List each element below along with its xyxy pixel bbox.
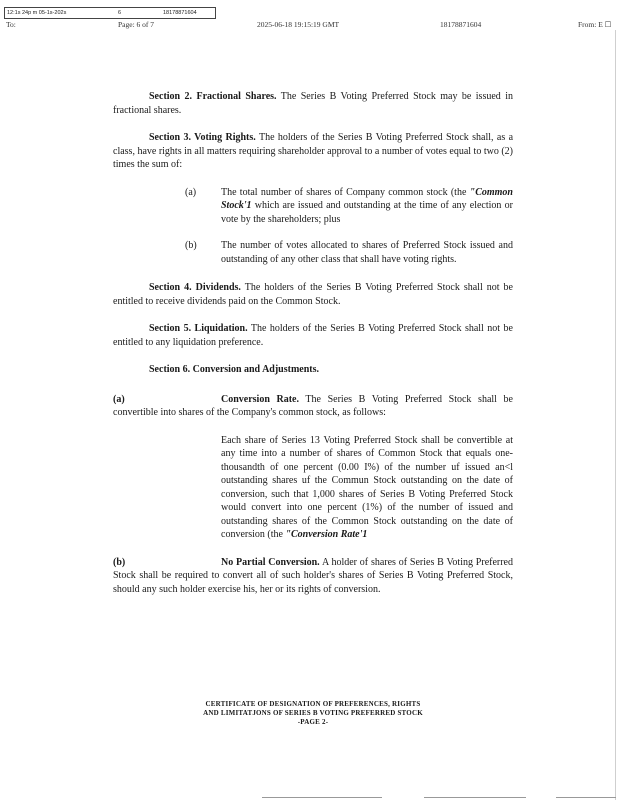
- footer-line-1: CERTIFICATE OF DESIGNATION OF PREFERENCES, RIGHTS: [205, 700, 421, 708]
- section-5: [113, 322, 513, 349]
- section-4: [113, 281, 513, 308]
- fax-timestamp: 2025-06-18 19:15:19 GMT: [257, 20, 340, 29]
- sub-a-body: [113, 394, 513, 419]
- fax-from: From: E ☐: [578, 20, 612, 29]
- fax-to: To:: [6, 20, 16, 29]
- section-3-item-b: [113, 239, 513, 266]
- item-a-defined-term: "Common Stock'1: [221, 186, 513, 211]
- page-footer: [113, 700, 513, 727]
- scan-line-1: [262, 797, 382, 798]
- sub-a-text: The Series B Voting Preferred Stock shall be convertible into shares of the Company's common stock, as follows:: [113, 393, 513, 418]
- document-body: [113, 90, 513, 610]
- item-a-label: (a): [185, 186, 197, 198]
- section-3-text: The holders of the Series B Voting Preferred Stock shall, as a class, have rights in all matters requiring shareholder approval to a number of votes equal to two (2) times the sum of:: [113, 132, 514, 170]
- section-4-text: The holders of the Series B Voting Preferred Stock shall not be entitled to receive dividends paid on the Common Stock.: [113, 282, 513, 307]
- sub-b-body: [113, 557, 513, 595]
- section-5-heading: Section 5. Liquidation.: [149, 323, 248, 334]
- sub-b-heading: No Partial Conversion.: [221, 556, 320, 568]
- section-2-text: The Series B Voting Preferred Stock may be issued in fractional shares.: [113, 91, 513, 116]
- page-edge: [615, 30, 619, 800]
- item-b-text: The number of votes allocated to shares of Preferred Stock issued and outstanding of any other class that shall have voting rights.: [221, 240, 513, 265]
- fax-stamp-time: 12:1s 24p m 05-1s-202s: [7, 10, 67, 16]
- footer-page-number: -PAGE 2-: [297, 718, 329, 726]
- conversion-rate-block: [221, 434, 513, 542]
- conversion-rate-text: Each share of Series 13 Voting Preferred Stock shall be convertible at any time into a number of shares of Common Stock that equals one-thousandth of one percent (0.00 I%) of the number uf issued an<l outstanding shares uf the Commun Stock outstanding on the date of conversion, such that 1,000 shares of Series B Voting Preferred Stock would convert into one percent (1%) of the number of issued and outstanding shares of the Common Stock outstanding on the date of conversion (the: [221, 434, 513, 540]
- fax-stamp-box: [4, 7, 216, 19]
- item-a-text-post: which are issued and outstanding at the time of any election or vote by the shareholders; plus: [221, 200, 513, 225]
- section-6-sub-a: [113, 393, 513, 420]
- section-5-text: The holders of the Series B Voting Preferred Stock shall not be entitled to any liquidation preference.: [113, 323, 513, 348]
- section-3-heading: Section 3. Voting Rights.: [149, 132, 256, 143]
- footer-line-2: AND LIMITATJONS OF SERIES B VOTING PREFERRED STOCK: [203, 709, 423, 717]
- fax-number: 18178871604: [440, 20, 482, 29]
- section-2-heading: Section 2. Fractional Shares.: [149, 91, 277, 102]
- sub-a-heading: Conversion Rate.: [221, 393, 299, 405]
- fax-page: Page: 6 of 7: [118, 20, 155, 29]
- fax-stamp-mark: 6: [118, 10, 122, 16]
- fax-stamp-number: 18178871604: [163, 10, 197, 16]
- sub-a-label: (a): [113, 393, 125, 405]
- section-6-heading: Section 6. Conversion and Adjustments.: [149, 364, 320, 375]
- item-a-text-pre: The total number of shares of Company common stock (the: [221, 186, 470, 198]
- section-6-sub-b: [113, 556, 513, 597]
- section-3: [113, 131, 513, 172]
- scan-line-2: [424, 797, 526, 798]
- conversion-rate-defined-term: "Conversion Rate'1: [285, 529, 368, 540]
- section-6: [113, 363, 513, 377]
- section-3-item-a: [113, 186, 513, 227]
- sub-b-text: A holder of shares of Series B Voting Preferred Stock shall be required to convert all of such holder's shares of Series B Voting Preferred Stock, should any such holder exercise his, her or its rights of conversion.: [113, 556, 513, 595]
- item-b-label: (b): [185, 240, 197, 251]
- section-4-heading: Section 4. Dividends.: [149, 282, 241, 293]
- scan-line-3: [556, 797, 616, 798]
- section-2: [113, 90, 513, 117]
- sub-b-label: (b): [113, 556, 126, 568]
- fax-header: [0, 20, 619, 32]
